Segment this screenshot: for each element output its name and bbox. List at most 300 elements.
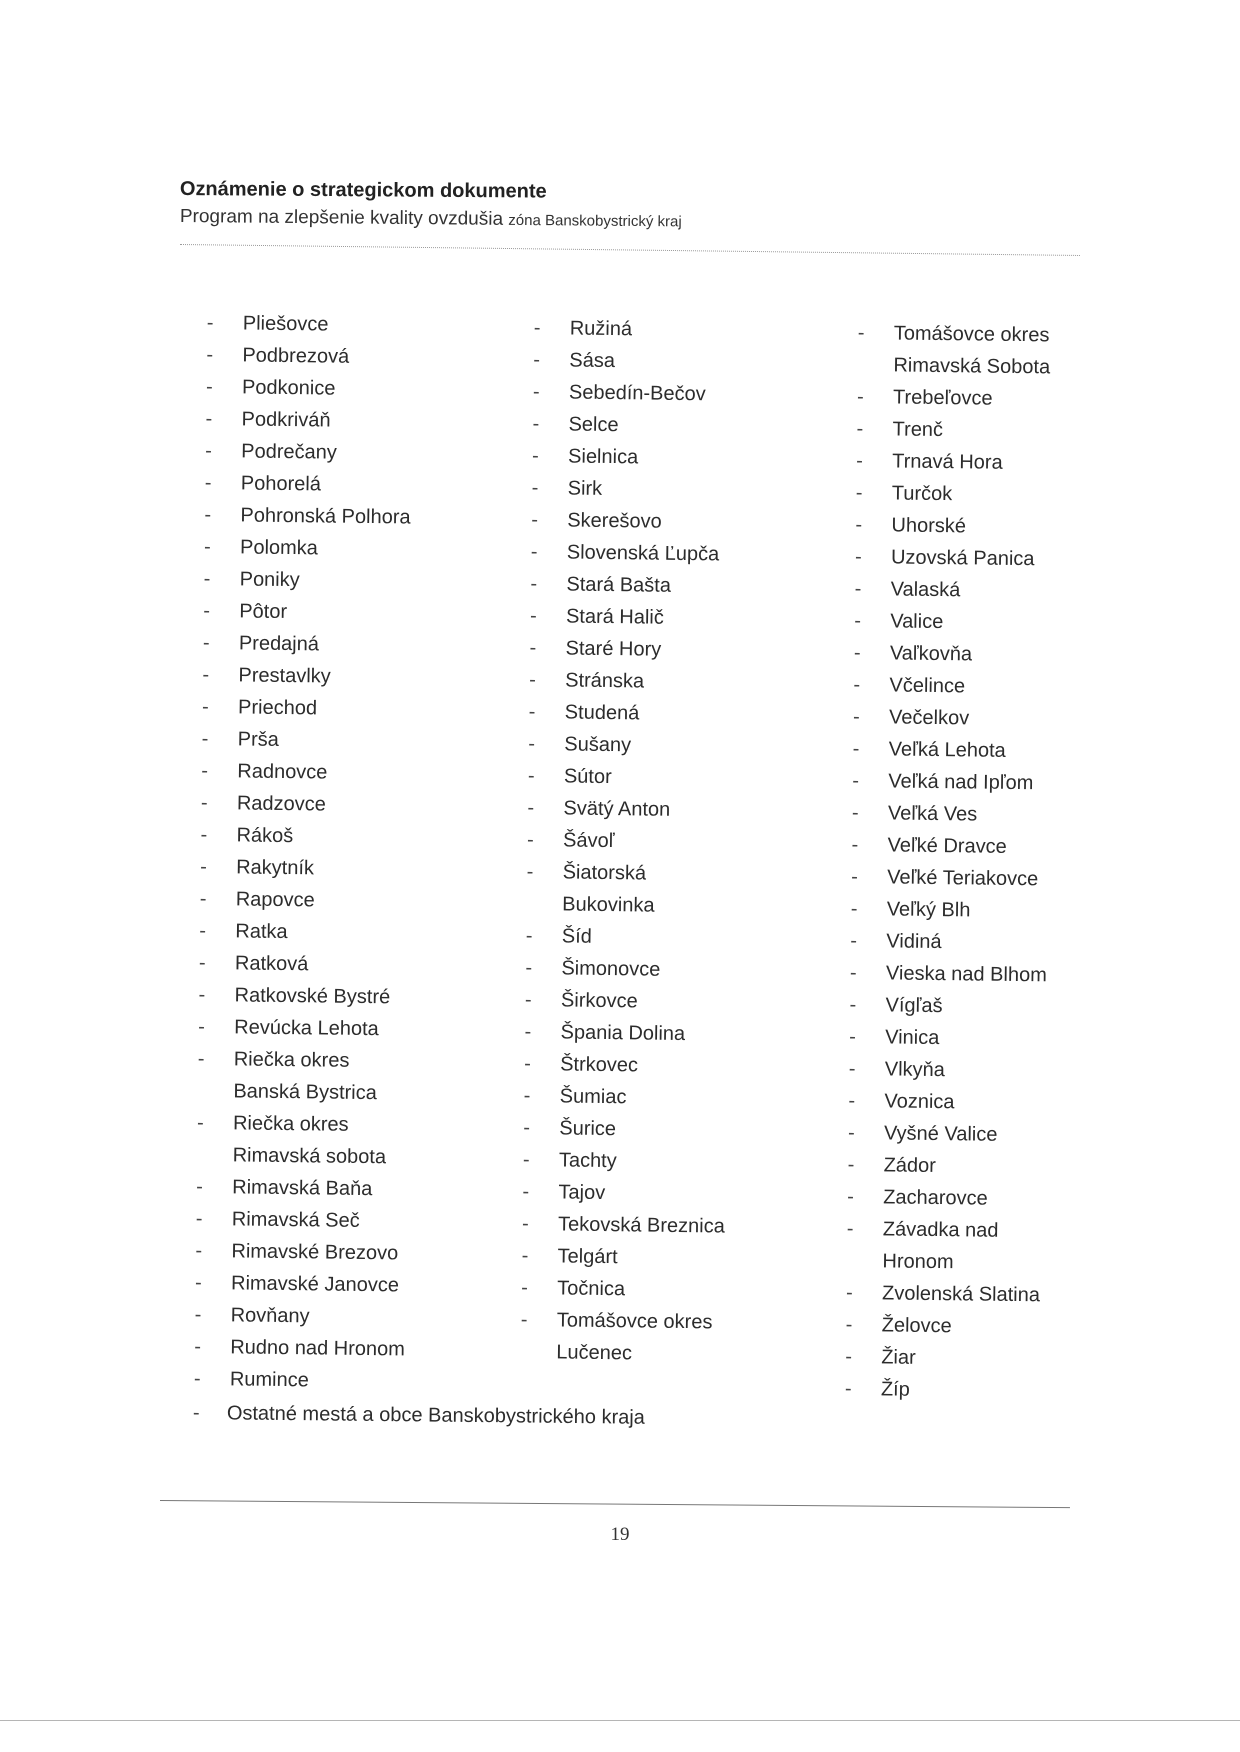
list-item-label: Podkriváň — [241, 408, 331, 432]
list-item-label: Rovňany — [230, 1304, 310, 1328]
list-item — [845, 1309, 1042, 1343]
list-item — [203, 627, 414, 662]
list-item-label: Voznica — [884, 1090, 955, 1114]
bullet-dash: - — [199, 919, 207, 943]
list-item — [202, 723, 413, 758]
list-item-label: Zádor — [883, 1154, 937, 1178]
list-item-label: Uhorské — [891, 514, 967, 538]
list-item — [205, 435, 416, 470]
list-item — [530, 568, 733, 603]
list-item — [199, 947, 410, 982]
list-item-label: Špania Dolina — [560, 1021, 686, 1046]
list-item-label: Širkovce — [560, 989, 638, 1013]
list-item — [202, 659, 413, 694]
list-item-label: Podrečany — [241, 440, 337, 464]
list-item-label: Riečka okres — [233, 1048, 350, 1072]
list-item — [200, 851, 411, 886]
bullet-dash: - — [853, 673, 861, 697]
list-item — [522, 1176, 725, 1211]
list-item — [195, 1267, 406, 1302]
list-item-label: Tachty — [558, 1149, 617, 1173]
list-item — [854, 605, 1051, 639]
bullet-dash: - — [848, 1089, 856, 1113]
list-item — [527, 824, 730, 859]
bullet-dash: - — [195, 1239, 203, 1263]
list-item — [853, 701, 1050, 735]
bullet-dash: - — [529, 604, 537, 628]
bullet-dash: - — [845, 1345, 853, 1369]
list-item-label: Žiar — [881, 1346, 916, 1369]
list-item-label: Vaľkovňa — [889, 642, 973, 666]
list-item-label: Šávoľ — [562, 829, 615, 853]
bullet-dash: - — [531, 476, 539, 500]
list-item — [852, 797, 1049, 831]
list-item-label: Tekovská Breznica — [557, 1213, 725, 1238]
list-item-label: Sebedín-Bečov — [568, 381, 706, 406]
list-item-label: Turčok — [891, 482, 953, 506]
bullet-dash: - — [206, 343, 214, 367]
list-item — [196, 1171, 407, 1206]
bullet-dash: - — [529, 636, 537, 660]
list-item-label: Vyšné Valice — [883, 1122, 998, 1146]
bullet-dash: - — [532, 380, 540, 404]
list-item — [854, 637, 1051, 671]
list-item-label: Radzovce — [236, 792, 327, 816]
bullet-dash: - — [196, 1175, 204, 1199]
list-item-label: Vlkyňa — [884, 1058, 945, 1082]
list-item — [524, 1016, 727, 1051]
list-item-label: Pohronská Polhora — [240, 504, 411, 529]
list-item-label: Tomášovce okres — [556, 1309, 713, 1334]
list-item-label: Riečka okres — [232, 1112, 349, 1136]
list-item — [206, 339, 417, 374]
list-item-label: Ratková — [234, 952, 309, 976]
list-item — [847, 1181, 1044, 1215]
list-item — [529, 632, 732, 667]
list-item — [529, 696, 732, 731]
bullet-dash: - — [851, 865, 858, 889]
list-item-label: Veľká Lehota — [888, 738, 1006, 762]
list-item-label: Vidiná — [886, 930, 942, 954]
list-item — [854, 573, 1051, 607]
bullet-dash: - — [194, 1271, 202, 1295]
list-item-label: Vígľaš — [885, 994, 943, 1018]
list-item — [845, 1341, 1042, 1375]
bullet-dash: - — [525, 956, 533, 980]
list-item-label: Tajov — [558, 1181, 606, 1205]
list-item-label: Veľká nad Ipľom — [888, 770, 1034, 795]
list-item-label: Rimavské Janovce — [230, 1272, 400, 1297]
bullet-dash: - — [851, 801, 859, 825]
list-item — [855, 541, 1052, 575]
list-item — [851, 893, 1048, 927]
bullet-dash: - — [522, 1180, 530, 1204]
list-item — [848, 1085, 1045, 1119]
bullet-dash: - — [206, 311, 214, 335]
list-item-label: Slovenská Ľupča — [566, 541, 720, 566]
list-item — [198, 1011, 409, 1046]
list-item — [856, 413, 1053, 447]
list-item — [857, 381, 1054, 415]
list-item-label: Radnovce — [237, 760, 328, 784]
list-item-label: Rakytník — [236, 856, 315, 880]
list-item-label: Rumince — [229, 1368, 309, 1392]
list-item-label: Závadka nad — [882, 1218, 999, 1242]
bullet-dash: - — [847, 1185, 855, 1209]
bullet-dash: - — [524, 1052, 531, 1076]
list-item-label: Staré Hory — [565, 637, 662, 661]
bullet-dash: - — [533, 316, 541, 340]
list-item — [846, 1245, 1043, 1279]
list-item — [198, 979, 409, 1014]
list-item-label: Zvolenská Slatina — [881, 1282, 1041, 1307]
bullet-dash: - — [195, 1207, 203, 1231]
list-item — [849, 989, 1046, 1023]
list-item-label: Želovce — [881, 1314, 952, 1338]
document-subtitle — [180, 206, 682, 232]
list-item — [205, 403, 416, 438]
list-item-label: Točnica — [557, 1277, 626, 1301]
bullet-dash: - — [201, 759, 209, 783]
list-item-label: Sušany — [564, 733, 632, 757]
list-item-label: Rapovce — [235, 888, 315, 912]
list-item-label: Žíp — [880, 1378, 910, 1401]
municipality-column-1 — [194, 307, 418, 1397]
bullet-dash: - — [847, 1153, 855, 1177]
bullet-dash: - — [844, 1377, 852, 1401]
list-item — [522, 1208, 725, 1243]
list-item — [853, 733, 1050, 767]
list-item — [531, 472, 734, 507]
list-item-label: Podkonice — [241, 376, 336, 400]
list-item — [856, 445, 1053, 479]
list-item-label: Večelkov — [888, 706, 970, 730]
bullet-dash: - — [201, 695, 209, 719]
list-item — [850, 957, 1047, 991]
list-item — [204, 499, 415, 534]
list-item — [194, 1331, 405, 1366]
bullet-dash: - — [202, 631, 210, 655]
bullet-dash: - — [847, 1121, 855, 1145]
list-item — [521, 1272, 724, 1307]
list-item — [531, 536, 734, 571]
list-item-label: Šíd — [561, 925, 593, 948]
list-item-label: Bukovinka — [562, 893, 655, 917]
bullet-dash: - — [528, 700, 536, 724]
bullet-dash: - — [523, 1084, 531, 1108]
bullet-dash: - — [857, 321, 865, 345]
list-item — [526, 856, 729, 891]
list-item-label: Veľké Teriakovce — [887, 866, 1039, 891]
list-item-label: Šumiac — [559, 1085, 627, 1109]
bullet-dash: - — [201, 727, 209, 751]
list-item-label: Selce — [568, 413, 619, 437]
list-item-label: Vinica — [885, 1026, 940, 1050]
bullet-dash: - — [203, 535, 211, 559]
scan-edge-line — [0, 1720, 1240, 1721]
list-item-label: Valice — [890, 610, 944, 634]
bullet-dash: - — [854, 609, 862, 633]
list-item-label: Veľká Ves — [887, 802, 978, 826]
bullet-dash: - — [852, 769, 860, 793]
bullet-dash: - — [533, 348, 541, 372]
list-item — [198, 1043, 409, 1078]
list-item-label: Ružiná — [569, 317, 633, 341]
list-item-label: Poniky — [239, 568, 300, 592]
list-item — [528, 760, 731, 795]
list-item-label: Polomka — [239, 536, 319, 560]
list-item — [202, 691, 413, 726]
bullet-dash: - — [521, 1212, 529, 1236]
list-item-label: Banská Bystrica — [233, 1080, 377, 1105]
list-item — [857, 349, 1054, 383]
final-list-item — [193, 1402, 645, 1430]
list-item — [525, 952, 728, 987]
list-item-label: Valaská — [890, 578, 961, 602]
list-item-label: Rimavská Seč — [231, 1208, 360, 1232]
bullet-dash: - — [856, 385, 864, 409]
list-item-label: Studená — [564, 701, 640, 725]
list-item — [203, 563, 414, 598]
list-item-label: Stará Halič — [565, 605, 664, 629]
bullet-dash: - — [521, 1244, 529, 1268]
list-item-label: Ratkovské Bystré — [234, 984, 391, 1009]
list-item-label: Zacharovce — [883, 1186, 988, 1210]
list-item — [526, 888, 729, 923]
bullet-dash: - — [849, 993, 857, 1017]
bullet-dash: - — [193, 1367, 201, 1391]
list-item — [856, 477, 1053, 511]
list-item-label: Trnavá Hora — [892, 450, 1003, 474]
bullet-dash: - — [200, 855, 207, 879]
bullet-dash: - — [204, 471, 212, 495]
list-item — [849, 1053, 1046, 1087]
list-item-label: Sielnica — [567, 445, 639, 469]
page-number: 19 — [610, 1524, 630, 1545]
bullet-dash: - — [197, 1047, 205, 1071]
list-item — [520, 1336, 723, 1371]
list-item-label: Rimavská Sobota — [893, 354, 1051, 379]
list-item — [528, 728, 731, 763]
bullet-dash: - — [853, 641, 861, 665]
list-item — [199, 915, 410, 950]
bullet-dash: - — [846, 1217, 854, 1241]
bullet-dash: - — [851, 833, 859, 857]
list-item — [203, 595, 414, 630]
list-item — [526, 920, 729, 955]
list-item-label: Svätý Anton — [563, 797, 671, 821]
bullet-dash: - — [528, 732, 536, 756]
bullet-dash: - — [199, 887, 207, 911]
bullet-dash: - — [526, 828, 534, 852]
bullet-dash: - — [205, 439, 213, 463]
bullet-dash: - — [521, 1276, 529, 1300]
bullet-dash: - — [205, 407, 213, 431]
list-item-label: Šiatorská — [562, 861, 647, 885]
bullet-dash: - — [196, 1111, 204, 1135]
list-item-label: Sása — [569, 349, 616, 373]
list-item — [201, 755, 412, 790]
bullet-dash: - — [523, 1116, 531, 1140]
list-item-label: Veľký Blh — [886, 898, 971, 922]
bullet-dash: - — [526, 860, 534, 884]
list-item — [204, 531, 415, 566]
list-item-label: Pohorelá — [240, 472, 322, 496]
bullet-dash: - — [856, 417, 864, 441]
list-item-label: Prša — [237, 728, 279, 751]
bullet-dash: - — [849, 961, 857, 985]
list-item — [852, 765, 1049, 799]
list-item — [845, 1373, 1042, 1407]
bullet-dash: - — [525, 924, 533, 948]
list-item — [523, 1112, 726, 1147]
list-item-label: Trebeľovce — [892, 386, 993, 410]
bullet-dash: - — [204, 503, 212, 527]
list-item — [534, 312, 737, 347]
list-item — [531, 504, 734, 539]
bullet-dash: - — [200, 823, 208, 847]
footer-divider — [160, 1500, 1070, 1508]
bullet-dash: - — [192, 1402, 200, 1425]
bullet-dash: - — [852, 737, 860, 761]
list-item-label: Prestavlky — [238, 664, 331, 688]
bullet-dash: - — [205, 375, 213, 399]
bullet-dash: - — [529, 668, 536, 692]
list-item-label: Rimavské Brezovo — [231, 1240, 399, 1265]
list-item — [200, 883, 411, 918]
list-item — [201, 787, 412, 822]
header-divider — [180, 244, 1080, 256]
bullet-dash: - — [198, 983, 206, 1007]
list-item — [195, 1235, 406, 1270]
list-item — [200, 819, 411, 854]
municipality-column-2 — [520, 312, 737, 1371]
list-item — [532, 408, 735, 443]
bullet-dash: - — [530, 572, 538, 596]
list-item — [194, 1299, 405, 1334]
list-item — [207, 307, 418, 342]
list-item-label: Predajná — [238, 632, 320, 656]
bullet-dash: - — [531, 444, 539, 468]
list-item-label: Podbrezová — [242, 344, 350, 368]
list-item — [524, 1048, 727, 1083]
bullet-dash: - — [845, 1313, 853, 1337]
bullet-dash: - — [850, 897, 858, 921]
subtitle-main: Program na zlepšenie kvality ovzdušia — [179, 206, 504, 230]
bullet-dash: - — [203, 567, 211, 591]
list-item — [533, 376, 736, 411]
bullet-dash: - — [522, 1148, 530, 1172]
document-title: Oznámenie o strategickom dokumente — [179, 178, 547, 203]
list-item — [849, 1021, 1046, 1055]
list-item — [205, 467, 416, 502]
list-item-label: Včelince — [889, 674, 966, 698]
bullet-dash: - — [855, 513, 863, 537]
bullet-dash: - — [849, 1025, 857, 1049]
list-item-label: Pliešovce — [242, 312, 329, 336]
list-item — [524, 1080, 727, 1115]
list-item-label: Vieska nad Blhom — [885, 962, 1047, 987]
list-item-label: Rudno nad Hronom — [230, 1336, 405, 1361]
list-item-label: Pôtor — [239, 600, 288, 624]
list-item — [196, 1139, 407, 1174]
bullet-dash: - — [520, 1308, 528, 1331]
list-item — [196, 1203, 407, 1238]
bullet-dash: - — [532, 412, 540, 436]
list-item-label: Skerešovo — [567, 509, 662, 533]
list-item — [851, 861, 1048, 895]
list-item — [848, 1117, 1045, 1151]
list-item-label: Rimavská sobota — [232, 1144, 387, 1169]
list-item — [197, 1107, 408, 1142]
bullet-dash: - — [198, 1015, 206, 1039]
final-list-item-label: Ostatné mestá a obce Banskobystrického kraja — [226, 1402, 645, 1429]
list-item-label: Priechod — [237, 696, 318, 720]
list-item — [206, 371, 417, 406]
bullet-dash: - — [854, 545, 862, 569]
bullet-dash: - — [203, 599, 211, 623]
bullet-dash: - — [198, 951, 206, 975]
bullet-dash: - — [202, 663, 210, 687]
bullet-dash: - — [856, 449, 864, 473]
list-item-label: Stará Bašta — [566, 573, 672, 597]
bullet-dash: - — [852, 705, 860, 729]
list-item — [853, 669, 1050, 703]
list-item — [194, 1363, 405, 1398]
bullet-dash: - — [854, 577, 862, 601]
bullet-dash: - — [848, 1057, 856, 1081]
list-item — [529, 664, 732, 699]
list-item-label: Rákoš — [236, 824, 294, 848]
list-item-label: Štrkovec — [560, 1053, 639, 1077]
list-item — [525, 984, 728, 1019]
list-item — [851, 829, 1048, 863]
bullet-dash: - — [527, 796, 535, 820]
list-item-label: Šurice — [559, 1117, 617, 1141]
list-item-label: Sirk — [567, 477, 603, 500]
bullet-dash: - — [524, 988, 532, 1012]
subtitle-zone: zóna Banskobystrický kraj — [508, 211, 682, 231]
list-item — [521, 1240, 724, 1275]
list-item-label: Tomášovce okres — [893, 322, 1050, 347]
list-item — [855, 509, 1052, 543]
list-item-label: Šimonovce — [561, 957, 661, 981]
list-item-label: Stránska — [565, 669, 645, 693]
bullet-dash: - — [527, 764, 535, 788]
list-item — [197, 1075, 408, 1110]
list-item-label: Hronom — [882, 1250, 954, 1274]
municipality-column-3 — [845, 317, 1055, 1407]
list-item — [850, 925, 1047, 959]
list-item-label: Lučenec — [556, 1341, 633, 1365]
bullet-dash: - — [845, 1281, 853, 1305]
list-item-label: Sútor — [563, 765, 612, 789]
list-item-label: Ratka — [235, 920, 288, 944]
list-item-label: Revúcka Lehota — [234, 1016, 379, 1041]
list-item — [846, 1277, 1043, 1311]
list-item — [521, 1304, 724, 1339]
bullet-dash: - — [531, 508, 539, 532]
bullet-dash: - — [850, 929, 858, 953]
list-item — [527, 792, 730, 827]
bullet-dash: - — [524, 1020, 532, 1044]
list-item — [523, 1144, 726, 1179]
list-item-label: Veľké Dravce — [887, 834, 1007, 858]
list-item — [532, 440, 735, 475]
bullet-dash: - — [194, 1335, 202, 1359]
bullet-dash: - — [200, 791, 208, 815]
list-item-label: Uzovská Panica — [890, 546, 1035, 571]
